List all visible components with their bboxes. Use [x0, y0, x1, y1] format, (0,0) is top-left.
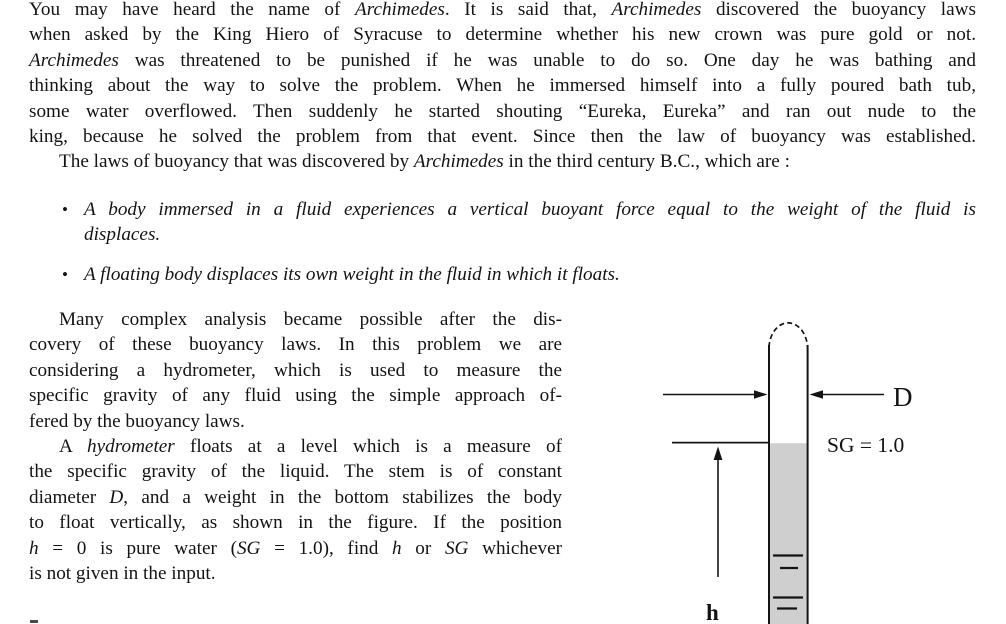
text-run: the specific gravity of the liquid. The stem is of constant [29, 461, 562, 483]
text-line [29, 409, 562, 434]
text-run: king, because he solved the problem from that event. Since then the law of buoyancy was established. [29, 126, 976, 148]
bullet-item [29, 262, 976, 287]
text-run: displaces. [84, 224, 161, 246]
text-run: A [59, 436, 88, 458]
text-run: h [29, 537, 39, 559]
bullet-text [84, 262, 976, 287]
height-label: h [706, 600, 719, 624]
paragraph-intro [29, 0, 976, 175]
text-run: Archimedes [413, 151, 504, 173]
text-run: Archimedes [611, 0, 702, 20]
text-run: covery of these buoyancy laws. In this problem we are [29, 334, 562, 356]
text-line [29, 485, 562, 510]
text-run: = 0 is pure water ( [38, 537, 237, 559]
bullet-list [29, 197, 976, 287]
text-line [29, 434, 562, 459]
text-run: SG [236, 537, 261, 559]
text-run: D [109, 486, 124, 508]
text-line [29, 149, 976, 174]
text-line [84, 262, 976, 287]
text-run: specific gravity of any fluid using the simple approach of- [29, 385, 562, 407]
text-line [29, 383, 562, 408]
diameter-label: D [893, 382, 913, 412]
text-run: when asked by the King Hiero of Syracuse to determine whether his new crown was pure gold or not. [29, 24, 976, 46]
text-line [29, 561, 562, 586]
diameter-arrowhead-left-icon [810, 390, 824, 398]
text-run: was threatened to be punished if he was unable to do so. One day he was bathing and [118, 49, 976, 71]
text-line [29, 99, 976, 124]
text-run: to float vertically, as shown in the figure. If the position [29, 512, 562, 534]
hydrometer-dome [769, 323, 808, 347]
text-line [29, 459, 562, 484]
bullet-text [84, 197, 976, 248]
text-line [29, 124, 976, 149]
text-run: h [392, 537, 402, 559]
text-run: hydrometer [87, 436, 175, 458]
text-run: A body immersed in a fluid experiences a vertical buoyant force equal to the weight of the fluid is [84, 199, 976, 220]
text-run: fered by the buoyancy laws. [29, 410, 245, 432]
cut-off-text-fragment [30, 620, 38, 623]
text-line [29, 22, 976, 47]
text-run: floats at a level which is a measure of [174, 436, 562, 458]
text-run: Many complex analysis became possible after the dis- [59, 309, 562, 330]
text-line [29, 48, 976, 73]
text-run: SG [444, 537, 469, 559]
text-run: Archimedes [29, 49, 119, 71]
text-run: or [401, 537, 445, 559]
text-run: diameter [29, 486, 110, 508]
text-line [29, 536, 562, 561]
text-run: , and a weight in the bottom stabilizes the body [123, 486, 562, 508]
text-run: = 1.0), find [260, 537, 393, 559]
text-line [84, 222, 976, 247]
text-run: is not given in the input. [29, 563, 216, 585]
text-run: You may have heard the name of [29, 0, 355, 20]
paragraph-hydrometer [29, 307, 562, 586]
bullet-icon: • [62, 200, 68, 219]
text-line [29, 307, 562, 332]
sg-label: SG = 1.0 [827, 433, 905, 457]
text-line [29, 332, 562, 357]
text-run: whichever [468, 537, 562, 559]
hydrometer-figure [640, 315, 940, 624]
text-run: Archimedes [354, 0, 445, 20]
text-line [29, 510, 562, 535]
text-run: some water overflowed. Then suddenly he started shouting “Eureka, Eureka” and ran out nude to the [29, 100, 976, 122]
bullet-item [29, 197, 976, 248]
text-run: A floating body displaces its own weight in the fluid in which it floats. [84, 263, 620, 285]
text-run: The laws of buoyancy that was discovered by [59, 151, 414, 173]
text-run: . It is said that, [444, 0, 612, 20]
text-run: considering a hydrometer, which is used to measure the [29, 359, 562, 381]
text-line [84, 197, 976, 222]
text-run: thinking about the way to solve the problem. When he immersed himself into a fully poured bath tub, [29, 75, 976, 97]
text-line [29, 358, 562, 383]
text-run: in the third century B.C., which are : [503, 151, 790, 173]
diameter-arrowhead-right-icon [754, 390, 768, 398]
text-run: discovered the buoyancy laws [701, 0, 976, 20]
text-line [29, 73, 976, 98]
bullet-icon: • [62, 264, 68, 284]
text-line [29, 0, 976, 22]
